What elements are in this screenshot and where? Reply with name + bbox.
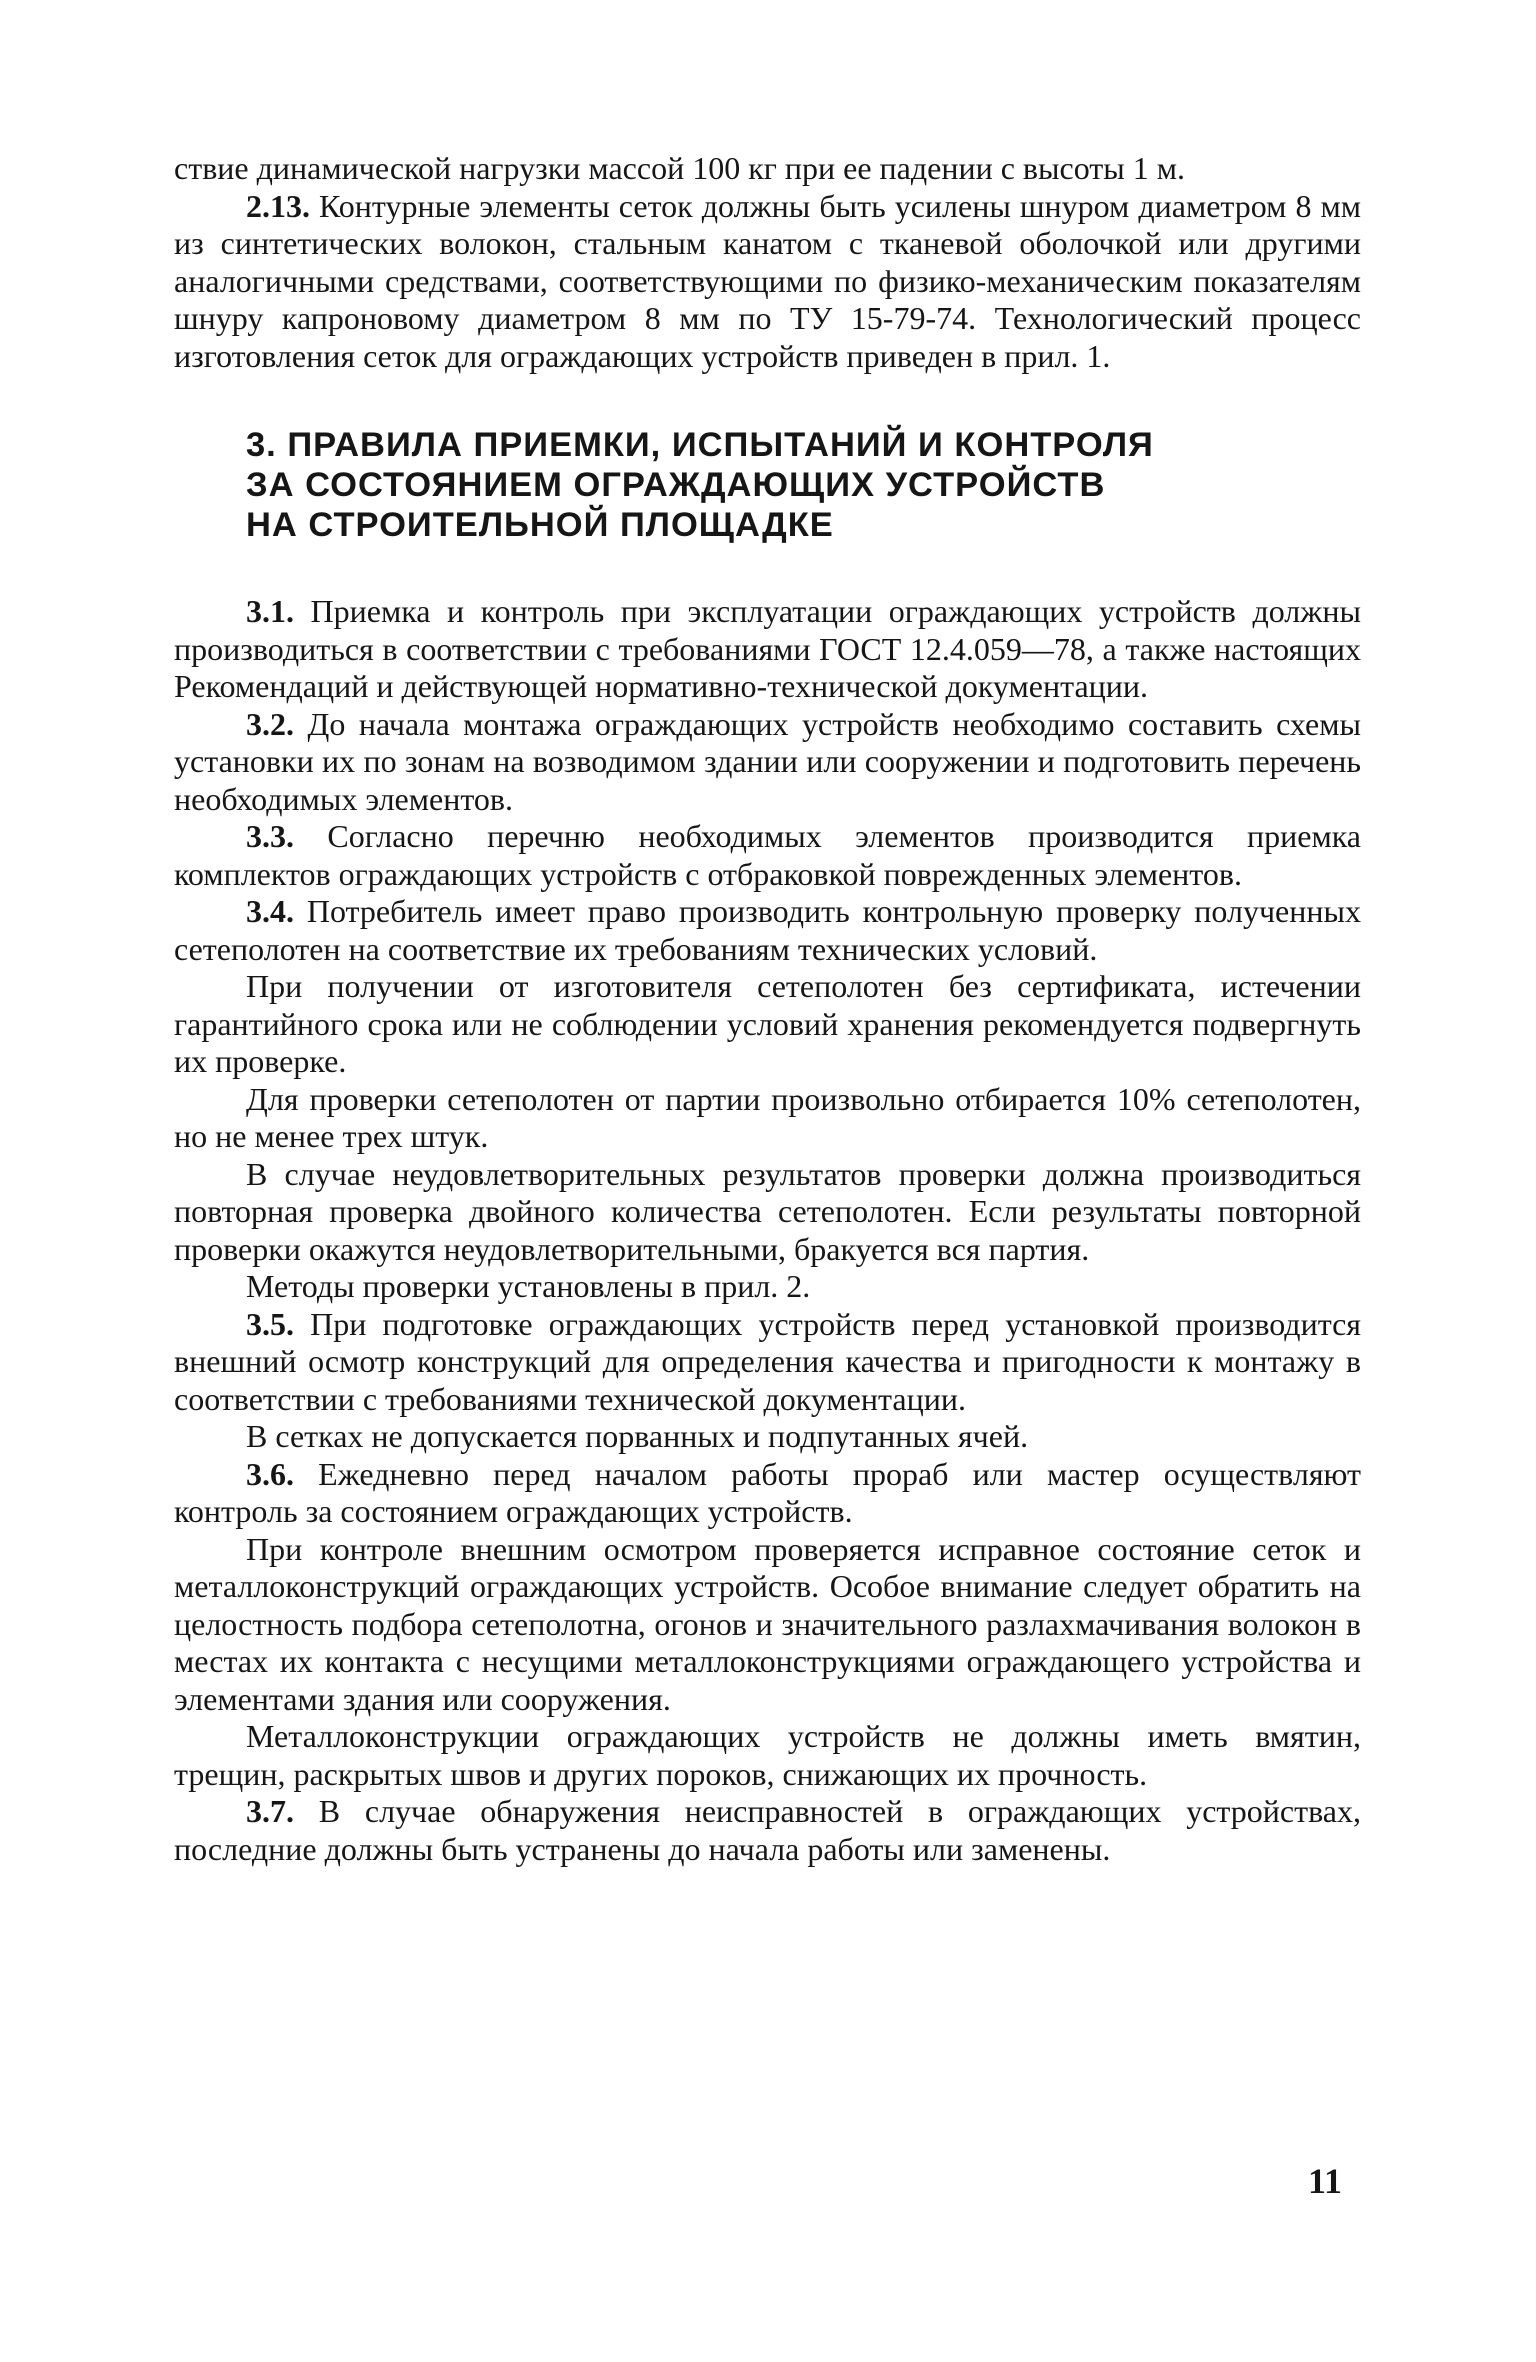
paragraph-text: ствие динамической нагрузки массой 100 кг при ее падении с высоты 1 м.	[174, 150, 1186, 186]
section-heading-line: ЗА СОСТОЯНИЕМ ОГРАЖДАЮЩИХ УСТРОЙСТВ	[246, 466, 1106, 504]
page-number: 11	[1308, 2161, 1343, 2201]
paragraph-3-7	[174, 1793, 1361, 1868]
clause-number: 3.2.	[246, 705, 294, 742]
clause-number: 3.6.	[246, 1455, 294, 1492]
paragraph-3-4-sampling	[174, 1081, 1361, 1156]
paragraph-text: Потребитель имеет право производить контрольную проверку полученных сетеполотен на соответствие их требованиям технических условий.	[174, 893, 1361, 967]
paragraph-3-4-retest	[174, 1156, 1361, 1269]
section-heading-line: НА СТРОИТЕЛЬНОЙ ПЛОЩАДКЕ	[246, 506, 834, 544]
paragraph-3-1	[174, 593, 1361, 706]
paragraph-3-2	[174, 706, 1361, 819]
clause-number: 2.13.	[246, 187, 310, 224]
document-page	[174, 150, 1361, 2330]
paragraph-3-4	[174, 893, 1361, 968]
paragraph-3-4-certificate	[174, 968, 1361, 1081]
paragraph-text: В случае обнаружения неисправностей в ограждающих устройствах, последние должны быть устранены до начала работы или заменены.	[174, 1793, 1361, 1867]
paragraph-text: В случае неудовлетворительных результатов проверки должна производиться повторная проверка двойного количества сетеполотен. Если результаты повторной проверки окажутся неудовлетворительными, бракуется вся партия.	[174, 1155, 1361, 1267]
paragraph-text: Металлоконструкции ограждающих устройств не должны иметь вмятин, трещин, раскрытых швов и других пороков, снижающих их прочность.	[174, 1718, 1361, 1792]
paragraph-text: Приемка и контроль при эксплуатации ограждающих устройств должны производиться в соответствии с требованиями ГОСТ 12.4.059—78, а также настоящих Рекомендаций и действующей нормативно-технической документации.	[174, 593, 1361, 704]
paragraph-continuation	[174, 150, 1361, 188]
paragraph-text: При контроле внешним осмотром проверяется исправное состояние сеток и металлоконструкций ограждающих устройств. Особое внимание следует обратить на целостность подбора сетеполотна, огонов и значительного разлахмачивания волокон в местах их контакта с несущими металлоконструкциями ограждающего устройства и элементами здания или сооружения.	[174, 1530, 1361, 1717]
paragraph-2-13	[174, 188, 1361, 376]
paragraph-text: Ежедневно перед началом работы прораб или мастер осуществляют контроль за состоянием ограждающих устройств.	[174, 1455, 1361, 1529]
clause-number: 3.7.	[246, 1793, 294, 1829]
paragraph-3-6	[174, 1456, 1361, 1531]
clause-number: 3.5.	[246, 1305, 294, 1342]
paragraph-text: В сетках не допускается порванных и подпутанных ячей.	[246, 1418, 1029, 1454]
paragraph-text: До начала монтажа ограждающих устройств необходимо составить схемы установки их по зонам на возводимом здании или сооружении и подготовить перечень необходимых элементов.	[174, 705, 1361, 817]
paragraph-3-6-metal	[174, 1718, 1361, 1793]
paragraph-text: Контурные элементы сеток должны быть усилены шнуром диаметром 8 мм из синтетических волокон, стальным канатом с тканевой оболочкой или другими аналогичными средствами, соответствующими по физико-механическим показателям шнуру капроновому диаметром 8 мм по ТУ 15-79-74. Технологический процесс изготовления сеток для ограждающих устройств приведен в прил. 1.	[174, 187, 1361, 374]
paragraph-3-6-inspection	[174, 1531, 1361, 1719]
paragraph-text: Для проверки сетеполотен от партии произвольно отбирается 10% сетеполотен, но не менее трех штук.	[174, 1080, 1361, 1154]
section-heading	[246, 425, 1361, 545]
clause-number: 3.1.	[246, 593, 294, 629]
paragraph-text: Согласно перечню необходимых элементов производится приемка комплектов ограждающих устройств с отбраковкой поврежденных элементов.	[174, 818, 1361, 892]
paragraph-text: При получении от изготовителя сетеполотен без сертификата, истечении гарантийного срока или не соблюдении условий хранения рекомендуется подвергнуть их проверке.	[174, 968, 1361, 1079]
paragraph-3-3	[174, 818, 1361, 893]
clause-number: 3.3.	[246, 818, 294, 854]
paragraph-text: Методы проверки установлены в прил. 2.	[246, 1268, 811, 1304]
paragraph-3-5	[174, 1306, 1361, 1419]
clause-number: 3.4.	[246, 893, 294, 929]
paragraph-3-4-methods	[174, 1268, 1361, 1306]
paragraph-3-5-nets	[174, 1418, 1361, 1456]
section-heading-line: 3. ПРАВИЛА ПРИЕМКИ, ИСПЫТАНИЙ И КОНТРОЛЯ	[246, 426, 1154, 464]
paragraph-text: При подготовке ограждающих устройств перед установкой производится внешний осмотр конструкций для определения качества и пригодности к монтажу в соответствии с требованиями технической документации.	[174, 1305, 1361, 1417]
